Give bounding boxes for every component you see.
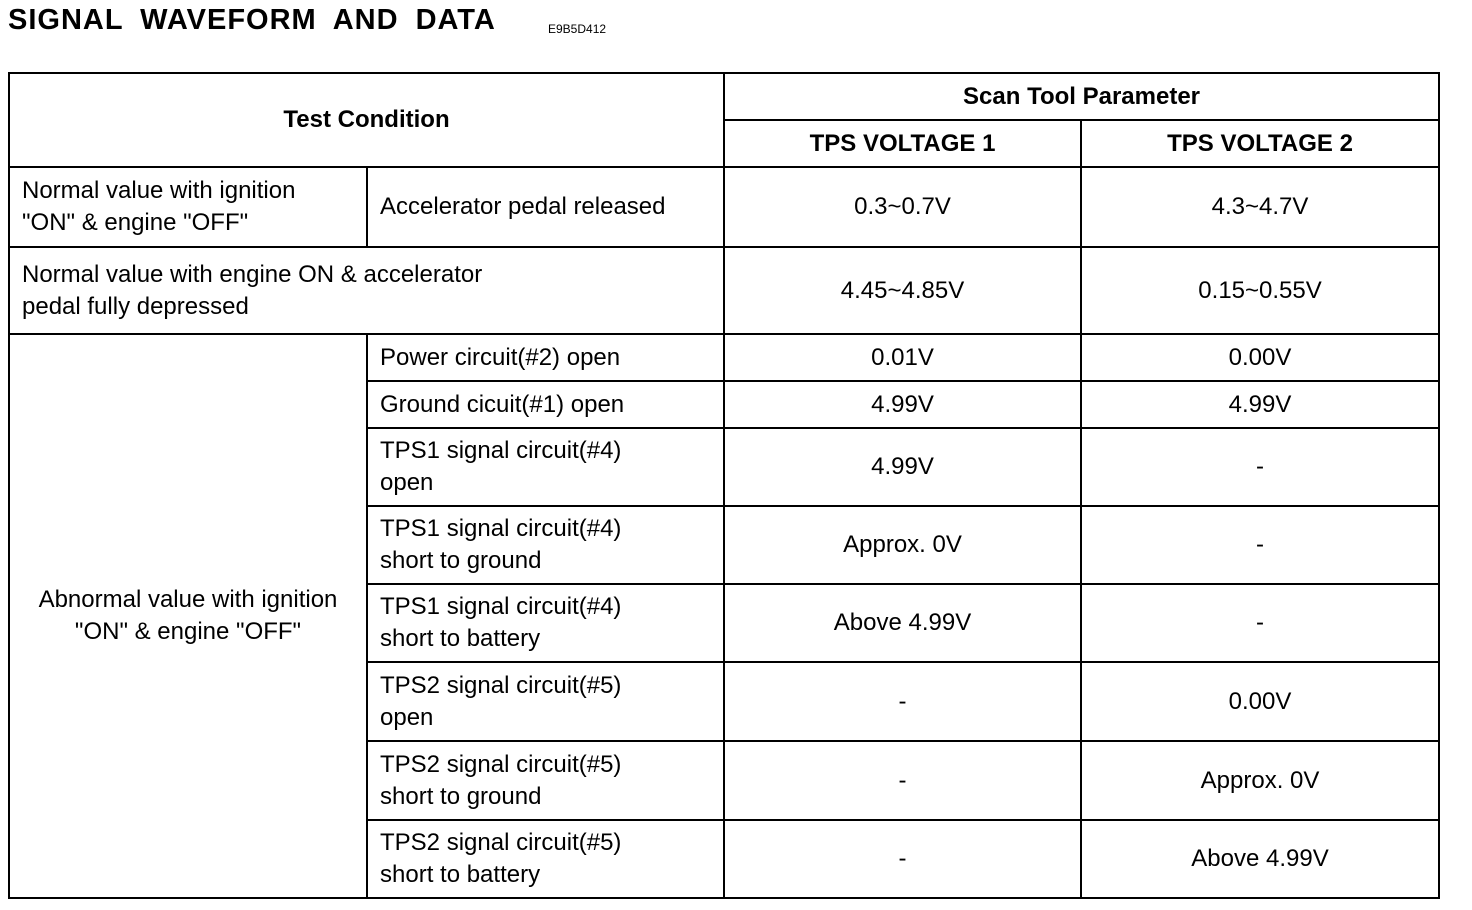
condition-cell: Normal value with engine ON & accelerator pedal fully depressed: [9, 247, 724, 334]
page-title: SIGNAL WAVEFORM AND DATA: [8, 4, 496, 36]
sub-condition-cell: TPS2 signal circuit(#5) open: [367, 662, 724, 741]
tps-voltage-2-value: 4.99V: [1081, 381, 1439, 428]
scan-tool-parameter-header: Scan Tool Parameter: [724, 73, 1439, 120]
tps-voltage-1-value: 4.45~4.85V: [724, 247, 1081, 334]
table-row: [9, 334, 1439, 381]
table-row: [9, 247, 1439, 334]
table-row: [9, 167, 1439, 247]
tps-voltage-1-value: 0.3~0.7V: [724, 167, 1081, 247]
tps-voltage-2-value: -: [1081, 584, 1439, 662]
sub-condition-cell: Accelerator pedal released: [367, 167, 724, 247]
sub-condition-cell: TPS1 signal circuit(#4) open: [367, 428, 724, 506]
sub-condition-cell: Ground cicuit(#1) open: [367, 381, 724, 428]
tps-voltage-1-value: 4.99V: [724, 381, 1081, 428]
sub-condition-cell: TPS1 signal circuit(#4) short to ground: [367, 506, 724, 584]
abnormal-condition-cell: Abnormal value with ignition "ON" & engine "OFF": [9, 334, 367, 898]
tps-voltage-2-value: 4.3~4.7V: [1081, 167, 1439, 247]
sub-condition-cell: TPS1 signal circuit(#4) short to battery: [367, 584, 724, 662]
tps-voltage-2-value: 0.15~0.55V: [1081, 247, 1439, 334]
tps-voltage-1-value: -: [724, 741, 1081, 820]
tps-voltage-2-header: TPS VOLTAGE 2: [1081, 120, 1439, 167]
condition-cell: Normal value with ignition "ON" & engine "OFF": [9, 167, 367, 247]
document-code: E9B5D412: [548, 22, 607, 36]
tps-voltage-1-value: Approx. 0V: [724, 506, 1081, 584]
test-condition-header: Test Condition: [9, 73, 724, 167]
signal-data-table: [8, 72, 1440, 899]
tps-voltage-1-value: Above 4.99V: [724, 584, 1081, 662]
sub-condition-cell: Power circuit(#2) open: [367, 334, 724, 381]
tps-voltage-1-value: 0.01V: [724, 334, 1081, 381]
tps-voltage-2-value: -: [1081, 428, 1439, 506]
tps-voltage-1-value: -: [724, 662, 1081, 741]
header-row-1: [9, 73, 1439, 120]
sub-condition-cell: TPS2 signal circuit(#5) short to battery: [367, 820, 724, 898]
sub-condition-cell: TPS2 signal circuit(#5) short to ground: [367, 741, 724, 820]
tps-voltage-1-value: -: [724, 820, 1081, 898]
tps-voltage-2-value: -: [1081, 506, 1439, 584]
tps-voltage-2-value: 0.00V: [1081, 334, 1439, 381]
tps-voltage-2-value: Above 4.99V: [1081, 820, 1439, 898]
tps-voltage-2-value: Approx. 0V: [1081, 741, 1439, 820]
tps-voltage-2-value: 0.00V: [1081, 662, 1439, 741]
tps-voltage-1-header: TPS VOLTAGE 1: [724, 120, 1081, 167]
tps-voltage-1-value: 4.99V: [724, 428, 1081, 506]
